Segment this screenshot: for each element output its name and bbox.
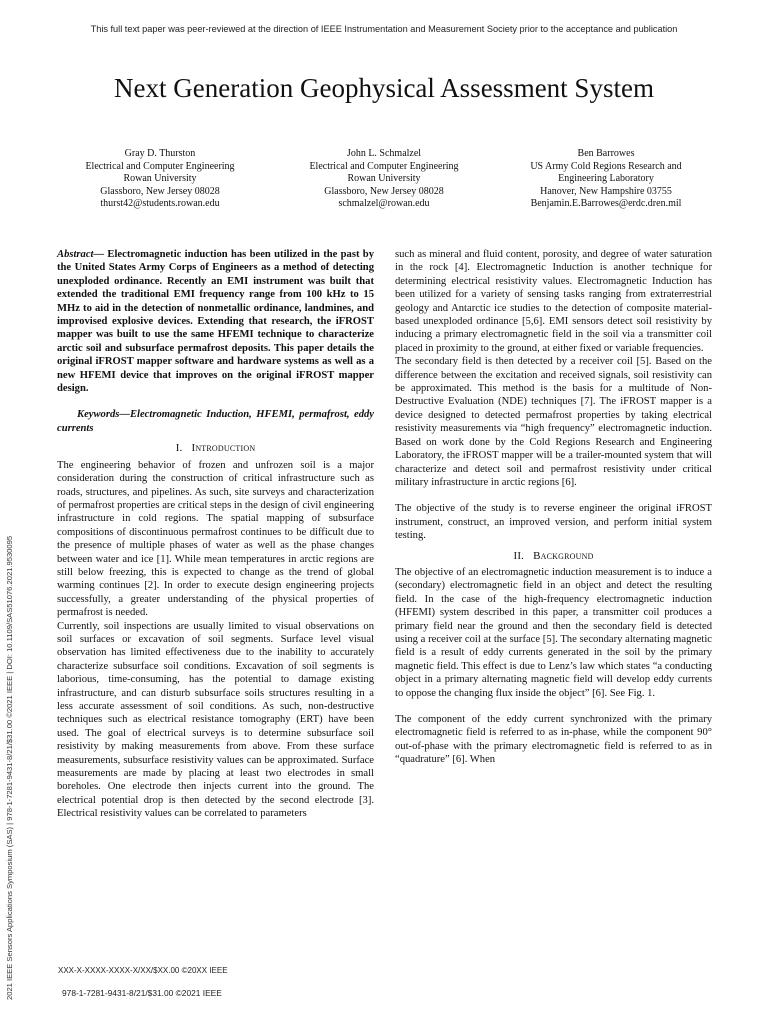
section-heading-background bbox=[395, 550, 712, 563]
author-name: Ben Barrowes bbox=[577, 148, 635, 159]
abstract-label: Abstract— bbox=[57, 249, 105, 260]
section-heading-introduction bbox=[57, 442, 374, 455]
author-address: Glassboro, New Jersey 08028 bbox=[100, 185, 220, 197]
author-address: Hanover, New Hampshire 03755 bbox=[540, 185, 672, 197]
paragraph: The engineering behavior of frozen and unfrozen soil is a major consideration during the construction of critical infrastructure such as roads, structures, and pipelines. As such, site surveys and characterization of permafrost properties are critical steps in the design of civil engineering infrastructure in cold regions. The spatial mapping of subsurface compositions of discontinuous permafrost continues to be difficult due to the presence of multiple phases of water as well as the phase changes between water and ice [1]. While mean temperatures in arctic regions are still below freezing, this is expected to change as the trend of global warming continues [2]. In order to execute design engineering projects successfully, a greater understanding of the physical properties of permafrost is needed. bbox=[57, 459, 374, 619]
keywords bbox=[57, 408, 374, 435]
footer-placeholder-copyright: XXX-X-XXXX-XXXX-X/XX/$XX.00 ©20XX IEEE bbox=[58, 966, 228, 975]
author-affiliation: US Army Cold Regions Research and bbox=[530, 160, 682, 172]
author-email[interactable]: thurst42@students.rowan.edu bbox=[100, 198, 220, 209]
author-email[interactable]: Benjamin.E.Barrowes@erdc.dren.mil bbox=[530, 198, 682, 209]
paragraph: Currently, soil inspections are usually limited to visual observations on soil surfaces or excavation of soil segments. Surface level visual observation has limited effectiveness due to the inability to accurately characterize subsurface soil conditions. Excavation of soil segments is laborious, time-consuming, has the potential to damage existing infrastructure, and can disturb subsurface soils structures resulting in a less accurate assessment of soil conditions. As such, non-destructive techniques such as electrical resistance tomography (ERT) have been used. The goal of electrical surveys is to determine subsurface soil resistivity by making measurements from above. From these surface measurements, subsurface resistivity values can be approximated. Surface measurements are made by placing at least two electrodes in small boreholes. One electrode then injects current into the ground. The electrical potential drop is then detected by the second electrode [3]. Electrical resistivity values can be correlated to parameters bbox=[57, 620, 374, 820]
peer-review-note: This full text paper was peer-reviewed at the direction of IEEE Instrumentation and Measurement Society prior to the acceptance and publication bbox=[90, 24, 678, 34]
right-column bbox=[395, 248, 712, 767]
footer-copyright: 978-1-7281-9431-8/21/$31.00 ©2021 IEEE bbox=[62, 988, 222, 998]
paper-title: Next Generation Geophysical Assessment System bbox=[114, 73, 654, 103]
author-email[interactable]: schmalzel@rowan.edu bbox=[338, 198, 430, 209]
abstract-text: Electromagnetic induction has been utilized in the past by the United States Army Corps of Engineers as a method of detecting unexploded ordinance. Recently an EMI instrument was built that extended the traditional EMI frequency range from 100 kHz to 15 MHz to aid in the detection of nonmetallic ordinance, landmines, and improvised explosive devices. Extending that research, the iFROST mapper was built to use the same HFEMI technique to characterize arctic soil and subsurface permafrost deposits. This paper details the original iFROST mapper software and hardware systems as well as a new HFEMI device that improves on the original iFROST mapper design. bbox=[57, 249, 374, 395]
section-number: II. bbox=[513, 549, 525, 562]
author-affiliation: Engineering Laboratory bbox=[558, 173, 654, 184]
paragraph: The objective of the study is to reverse engineer the original iFROST instrument, construct, an improved version, and perform initial system testing. bbox=[395, 503, 712, 542]
left-column bbox=[57, 248, 374, 821]
author-name: John L. Schmalzel bbox=[346, 148, 422, 159]
author-affiliation: Rowan University bbox=[123, 173, 197, 184]
author-2 bbox=[269, 148, 499, 211]
abstract bbox=[57, 248, 374, 395]
section-title: Introduction bbox=[191, 442, 256, 455]
paragraph: such as mineral and fluid content, porosity, and degree of water saturation in the rock [4]. Electromagnetic Induction is another technique for determining electrical resistivity values. Electromagnetic Induction has been utilized for a variety of sensing tasks ranging from extraterrestrial geology and Antarctic ice studies to the detection of composite material-based unexploded ordinance [5,6]. EMI sensors detect soil resistivity by inducing a primary electromagnetic field in the soil via a transmitter coil placed in proximity to the ground, at either fixed or variable frequencies. bbox=[395, 249, 712, 354]
paragraph: The secondary field is then detected by a receiver coil [5]. Based on the difference between the excitation and received signals, soil resistivity can be approximated. This method is the basis for a multitude of Non-Destructive Evaluation (NDE) techniques [7]. The iFROST mapper is a device designed to detected permafrost properties by taking electrical resistivity measurements via “high frequency” electromagnetic induction. Based on work done by the Cold Regions Research and Engineering Laboratory, the iFROST mapper will be a trailer-mounted system that will characterize and detect soil and permafrost resistivity under critical military infrastructure in arctic regions [6]. bbox=[395, 356, 712, 488]
author-3 bbox=[491, 148, 721, 211]
paragraph: The objective of an electromagnetic induction measurement is to induce a (secondary) electromagnetic field in an object and detect the resulting field. In the case of the high-frequency electromagnetic induction (HFEMI) system described in this paper, a transmitter coil produces a primary field near the ground and then the secondary field is detected using a receiver coil at the surface [5]. The secondary alternating magnetic field is a result of eddy currents generated in the soil by the primary magnetic field. This effect is due to Lenz’s law which states “a conducting object in a primary alternating magnetic field will develop eddy currents to oppose the changing flux inside the object” [6]. See Fig. 1. bbox=[395, 566, 712, 699]
section-number: I. bbox=[175, 442, 183, 455]
author-address: Glassboro, New Jersey 08028 bbox=[324, 185, 444, 197]
keywords-text: Electromagnetic Induction, HFEMI, permafrost, eddy currents bbox=[57, 409, 374, 434]
paragraph: The component of the eddy current synchronized with the primary electromagnetic field is referred to as in-phase, while the component 90° out-of-phase with the primary electromagnetic field is referred to as in “quadrature” [6]. When bbox=[395, 714, 712, 766]
author-affiliation: Rowan University bbox=[347, 173, 421, 184]
section-title: Background bbox=[533, 549, 594, 562]
author-affiliation: Electrical and Computer Engineering bbox=[85, 160, 235, 172]
keywords-label: Keywords— bbox=[77, 409, 130, 421]
side-citation-strip: 2021 IEEE Sensors Applications Symposium (SAS) | 978-1-7281-9431-8/21/$31.00 ©2021 IEEE | DOI: 10.1109/SAS51076.2021.9530095 bbox=[5, 535, 14, 1000]
author-name: Gray D. Thurston bbox=[124, 148, 196, 159]
author-affiliation: Electrical and Computer Engineering bbox=[309, 160, 459, 172]
author-1 bbox=[45, 148, 275, 211]
